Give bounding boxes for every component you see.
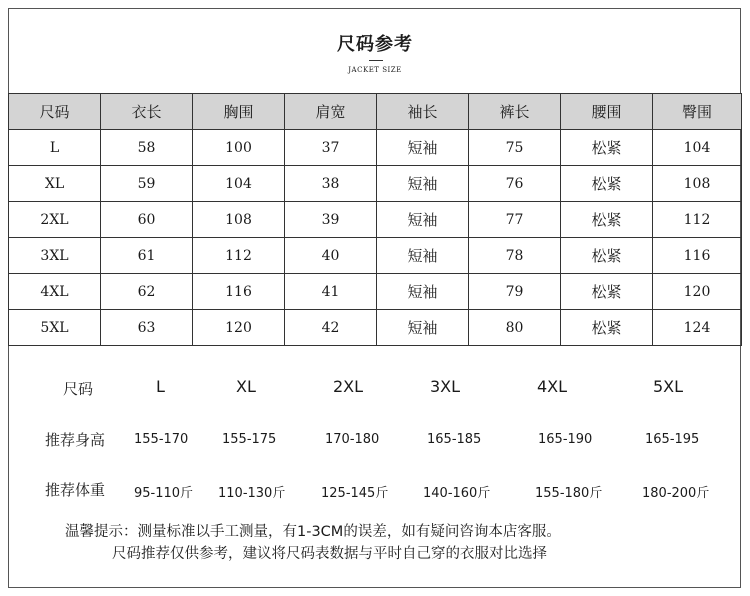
table-header-row: [9, 94, 742, 130]
table-cell: 38: [285, 166, 377, 202]
rec-weight: 155-180斤: [535, 486, 603, 501]
table-cell: 2XL: [9, 202, 101, 238]
table-cell: 松紧: [561, 310, 653, 346]
tip-note-line2: 尺码推荐仅供参考，建议将尺码表数据与平时自己穿的衣服对比选择: [112, 546, 547, 562]
rec-height: 165-185: [427, 432, 482, 447]
table-cell: 104: [193, 166, 285, 202]
table-cell: 75: [469, 130, 561, 166]
column-header: 衣长: [101, 94, 193, 130]
rec-height: 165-190: [538, 432, 593, 447]
table-cell: 短袖: [377, 310, 469, 346]
table-cell: 松紧: [561, 238, 653, 274]
table-cell: 116: [193, 274, 285, 310]
weight-row-label: 推荐体重: [45, 481, 106, 499]
column-header: 裤长: [469, 94, 561, 130]
rec-weight: 110-130斤: [218, 486, 286, 501]
rec-weight: 95-110斤: [134, 486, 194, 501]
title-divider: [369, 60, 383, 61]
rec-size: 5XL: [653, 377, 684, 396]
column-header: 尺码: [9, 94, 101, 130]
table-cell: 松紧: [561, 130, 653, 166]
table-cell: 3XL: [9, 238, 101, 274]
rec-weight: 140-160斤: [423, 486, 491, 501]
table-cell: 104: [653, 130, 742, 166]
table-cell: L: [9, 130, 101, 166]
size-row-label: 尺码: [63, 380, 94, 398]
table-cell: 62: [101, 274, 193, 310]
table-cell: 76: [469, 166, 561, 202]
table-row: [9, 274, 742, 310]
table-cell: 41: [285, 274, 377, 310]
column-header: 胸围: [193, 94, 285, 130]
table-cell: 100: [193, 130, 285, 166]
table-cell: 松紧: [561, 274, 653, 310]
table-row: [9, 130, 742, 166]
page-subtitle: JACKET SIZE: [348, 66, 402, 74]
rec-size: L: [156, 377, 165, 396]
table-cell: 5XL: [9, 310, 101, 346]
rec-height: 165-195: [645, 432, 700, 447]
table-cell: 58: [101, 130, 193, 166]
table-cell: XL: [9, 166, 101, 202]
rec-size: 4XL: [537, 377, 568, 396]
table-cell: 120: [653, 274, 742, 310]
column-header: 腰围: [561, 94, 653, 130]
table-row: [9, 202, 742, 238]
column-header: 袖长: [377, 94, 469, 130]
table-cell: 短袖: [377, 274, 469, 310]
tip-note-line1: 温馨提示：测量标准以手工测量，有1-3CM的误差，如有疑问咨询本店客服。: [65, 524, 561, 540]
rec-weight: 125-145斤: [321, 486, 389, 501]
table-cell: 112: [653, 202, 742, 238]
rec-height: 170-180: [325, 432, 380, 447]
table-cell: 短袖: [377, 238, 469, 274]
table-cell: 短袖: [377, 202, 469, 238]
table-cell: 42: [285, 310, 377, 346]
table-cell: 79: [469, 274, 561, 310]
table-cell: 松紧: [561, 166, 653, 202]
table-cell: 108: [653, 166, 742, 202]
table-cell: 116: [653, 238, 742, 274]
column-header: 臀围: [653, 94, 742, 130]
table-row: [9, 166, 742, 202]
rec-size: 3XL: [430, 377, 461, 396]
table-cell: 77: [469, 202, 561, 238]
table-cell: 松紧: [561, 202, 653, 238]
rec-height: 155-170: [134, 432, 189, 447]
table-cell: 短袖: [377, 166, 469, 202]
table-row: [9, 310, 742, 346]
table-cell: 37: [285, 130, 377, 166]
rec-size: 2XL: [333, 377, 364, 396]
rec-weight: 180-200斤: [642, 486, 710, 501]
table-cell: 40: [285, 238, 377, 274]
height-row-label: 推荐身高: [45, 431, 106, 449]
table-cell: 112: [193, 238, 285, 274]
table-cell: 120: [193, 310, 285, 346]
table-cell: 短袖: [377, 130, 469, 166]
page-title: 尺码参考: [337, 34, 413, 55]
table-row: [9, 238, 742, 274]
table-cell: 78: [469, 238, 561, 274]
table-cell: 39: [285, 202, 377, 238]
size-table: [8, 93, 742, 346]
table-cell: 61: [101, 238, 193, 274]
column-header: 肩宽: [285, 94, 377, 130]
table-cell: 59: [101, 166, 193, 202]
rec-size: XL: [236, 377, 256, 396]
table-cell: 60: [101, 202, 193, 238]
table-cell: 63: [101, 310, 193, 346]
table-cell: 124: [653, 310, 742, 346]
table-cell: 108: [193, 202, 285, 238]
table-cell: 80: [469, 310, 561, 346]
rec-height: 155-175: [222, 432, 277, 447]
table-cell: 4XL: [9, 274, 101, 310]
